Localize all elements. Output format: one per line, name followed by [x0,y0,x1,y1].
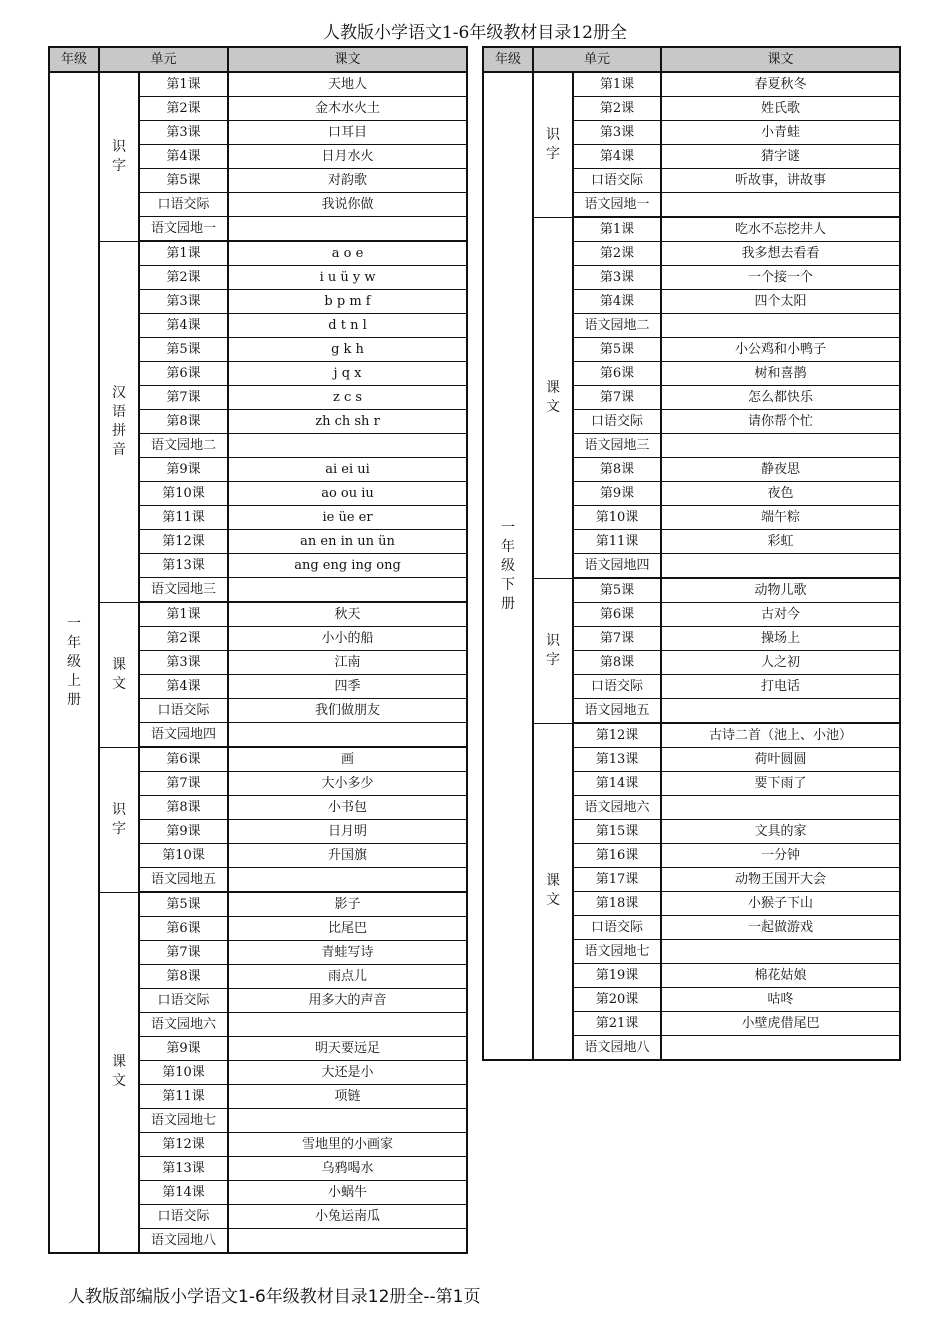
grade-label: 一年级下册 [501,519,515,612]
lesson-number-cell: 第6课 [139,747,228,772]
lesson-title-cell: b p m f [228,290,467,314]
lesson-title-cell: 小青蛙 [661,121,900,145]
lesson-title-cell: ie üe er [228,506,467,530]
lesson-title-cell: 小蜗牛 [228,1181,467,1205]
lesson-title-cell [661,193,900,218]
lesson-number-cell: 第6课 [139,362,228,386]
lesson-number-cell: 第8课 [573,651,661,675]
lesson-number-cell: 第8课 [139,410,228,434]
table-grade1-upper [48,46,468,1254]
lesson-title-cell [228,1109,467,1133]
lesson-number-cell: 第10课 [573,506,661,530]
lesson-number-cell: 第13课 [573,748,661,772]
lesson-number-cell: 第3课 [573,266,661,290]
unit-cell [533,217,573,578]
lesson-title-cell: 小小的船 [228,627,467,651]
lesson-title-cell: 口耳目 [228,121,467,145]
lesson-title-cell: 古对今 [661,603,900,627]
lesson-number-cell: 语文园地一 [573,193,661,218]
lesson-number-cell: 第11课 [573,530,661,554]
lesson-number-cell: 第10课 [139,482,228,506]
lesson-title-cell: 静夜思 [661,458,900,482]
unit-label: 课文 [112,656,126,692]
lesson-title-cell [228,868,467,893]
header-lesson: 课文 [228,47,467,72]
lesson-title-cell [228,217,467,242]
lesson-title-cell: 乌鸦喝水 [228,1157,467,1181]
lesson-title-cell [228,723,467,748]
lesson-title-cell: 操场上 [661,627,900,651]
lesson-number-cell: 第9课 [139,458,228,482]
unit-cell [533,723,573,1060]
lesson-title-cell: 动物王国开大会 [661,868,900,892]
grade-cell [49,72,99,1253]
lesson-number-cell: 第1课 [573,72,661,97]
lesson-number-cell: 语文园地六 [573,796,661,820]
lesson-number-cell: 第8课 [139,796,228,820]
lesson-number-cell: 第2课 [573,97,661,121]
lesson-number-cell: 语文园地三 [573,434,661,458]
lesson-title-cell: 雪地里的小画家 [228,1133,467,1157]
lesson-number-cell: 第5课 [139,338,228,362]
table-header-row [483,47,900,72]
lesson-number-cell: 第4课 [139,145,228,169]
lesson-number-cell: 第3课 [139,290,228,314]
table-row [49,72,467,97]
lesson-title-cell: 我们做朋友 [228,699,467,723]
header-grade: 年级 [483,47,533,72]
lesson-title-cell: 动物儿歌 [661,578,900,603]
unit-label: 课文 [546,873,560,909]
lesson-title-cell: 日月明 [228,820,467,844]
lesson-number-cell: 语文园地七 [139,1109,228,1133]
unit-cell [99,602,139,747]
header-grade: 年级 [49,47,99,72]
lesson-title-cell: 我多想去看看 [661,242,900,266]
lesson-number-cell: 第1课 [139,602,228,627]
lesson-number-cell: 语文园地一 [139,217,228,242]
unit-label: 课文 [112,1054,126,1090]
lesson-number-cell: 第12课 [139,530,228,554]
unit-label: 识字 [546,632,560,668]
lesson-number-cell: 第3课 [139,121,228,145]
lesson-title-cell: 我说你做 [228,193,467,217]
lesson-title-cell [661,796,900,820]
lesson-number-cell: 第1课 [139,72,228,97]
lesson-number-cell: 第2课 [573,242,661,266]
lesson-title-cell: d t n l [228,314,467,338]
lesson-number-cell: 第14课 [139,1181,228,1205]
lesson-number-cell: 第6课 [573,603,661,627]
table-row [483,578,900,603]
unit-cell [99,241,139,602]
lesson-number-cell: 第13课 [139,554,228,578]
lesson-number-cell: 第6课 [139,917,228,941]
header-unit: 单元 [99,47,228,72]
lesson-title-cell: 古诗二首（池上、小池） [661,723,900,748]
lesson-number-cell: 第15课 [573,820,661,844]
table-header-row [49,47,467,72]
lesson-title-cell: j q x [228,362,467,386]
lesson-title-cell: 小公鸡和小鸭子 [661,338,900,362]
table-row [483,72,900,97]
lesson-number-cell: 第4课 [139,675,228,699]
lesson-number-cell: 第4课 [573,290,661,314]
lesson-title-cell [661,314,900,338]
lesson-title-cell [228,1229,467,1254]
lesson-title-cell: 小书包 [228,796,467,820]
lesson-title-cell: z c s [228,386,467,410]
lesson-title-cell: an en in un ün [228,530,467,554]
lesson-title-cell: 金木水火土 [228,97,467,121]
page-footer: 人教版部编版小学语文1-6年级教材目录12册全--第1页 [68,1287,481,1307]
lesson-number-cell: 第10课 [139,1061,228,1085]
lesson-title-cell: 秋天 [228,602,467,627]
lesson-title-cell: 人之初 [661,651,900,675]
lesson-number-cell: 第7课 [139,941,228,965]
lesson-number-cell: 第8课 [139,965,228,989]
unit-label: 汉语拼音 [112,384,126,458]
lesson-title-cell: 树和喜鹊 [661,362,900,386]
lesson-title-cell: 一分钟 [661,844,900,868]
lesson-number-cell: 第5课 [139,169,228,193]
lesson-title-cell: 项链 [228,1085,467,1109]
table-grade1-lower [482,46,901,1061]
lesson-title-cell: 青蛙写诗 [228,941,467,965]
table-row [49,602,467,627]
lesson-title-cell: 荷叶圆圆 [661,748,900,772]
header-unit: 单元 [533,47,661,72]
lesson-title-cell: ai ei ui [228,458,467,482]
lesson-number-cell: 第20课 [573,988,661,1012]
lesson-number-cell: 第9课 [139,1037,228,1061]
lesson-number-cell: 口语交际 [139,1205,228,1229]
grade-label: 一年级上册 [67,616,81,708]
lesson-number-cell: 语文园地八 [139,1229,228,1254]
header-lesson: 课文 [661,47,900,72]
lesson-number-cell: 第7课 [573,386,661,410]
lesson-number-cell: 第2课 [139,266,228,290]
lesson-number-cell: 第1课 [139,241,228,266]
lesson-number-cell: 第3课 [139,651,228,675]
lesson-title-cell: zh ch sh r [228,410,467,434]
lesson-number-cell: 第8课 [573,458,661,482]
lesson-number-cell: 第7课 [139,772,228,796]
lesson-number-cell: 第1课 [573,217,661,242]
lesson-number-cell: 第12课 [139,1133,228,1157]
table-row [483,217,900,242]
unit-label: 识字 [112,138,126,174]
lesson-title-cell: 大还是小 [228,1061,467,1085]
lesson-title-cell: g k h [228,338,467,362]
lesson-title-cell [661,699,900,724]
lesson-title-cell: 用多大的声音 [228,989,467,1013]
lesson-title-cell [228,578,467,603]
lesson-title-cell: 一起做游戏 [661,916,900,940]
unit-label: 识字 [112,801,126,837]
lesson-title-cell: 四个太阳 [661,290,900,314]
lesson-number-cell: 语文园地八 [573,1036,661,1061]
lesson-title-cell: 四季 [228,675,467,699]
lesson-title-cell: 听故事，讲故事 [661,169,900,193]
lesson-title-cell: 怎么都快乐 [661,386,900,410]
lesson-number-cell: 语文园地二 [573,314,661,338]
lesson-title-cell: ang eng ing ong [228,554,467,578]
unit-label: 识字 [546,126,560,162]
lesson-number-cell: 第5课 [573,338,661,362]
lesson-title-cell: 日月水火 [228,145,467,169]
lesson-number-cell: 第12课 [573,723,661,748]
lesson-title-cell: ao ou iu [228,482,467,506]
lesson-title-cell [661,434,900,458]
lesson-title-cell: 雨点儿 [228,965,467,989]
lesson-title-cell: 吃水不忘挖井人 [661,217,900,242]
unit-cell [533,72,573,217]
lesson-title-cell: 春夏秋冬 [661,72,900,97]
unit-cell [99,747,139,892]
lesson-number-cell: 第5课 [139,892,228,917]
lesson-number-cell: 语文园地二 [139,434,228,458]
lesson-number-cell: 第6课 [573,362,661,386]
lesson-number-cell: 第11课 [139,1085,228,1109]
lesson-number-cell: 语文园地六 [139,1013,228,1037]
lesson-number-cell: 第5课 [573,578,661,603]
grade-cell [483,72,533,1060]
lesson-title-cell [228,434,467,458]
unit-cell [99,72,139,241]
lesson-title-cell: i u ü y w [228,266,467,290]
lesson-title-cell: 明天要远足 [228,1037,467,1061]
lesson-title-cell: 文具的家 [661,820,900,844]
lesson-title-cell: 画 [228,747,467,772]
lesson-title-cell [661,554,900,579]
lesson-title-cell: 对韵歌 [228,169,467,193]
lesson-number-cell: 第17课 [573,868,661,892]
lesson-number-cell: 第13课 [139,1157,228,1181]
lesson-title-cell: 彩虹 [661,530,900,554]
lesson-number-cell: 第11课 [139,506,228,530]
lesson-number-cell: 第16课 [573,844,661,868]
table-row [49,747,467,772]
lesson-title-cell: a o e [228,241,467,266]
lesson-title-cell: 端午粽 [661,506,900,530]
lesson-title-cell: 一个接一个 [661,266,900,290]
lesson-number-cell: 第4课 [139,314,228,338]
lesson-title-cell: 小猴子下山 [661,892,900,916]
lesson-number-cell: 口语交际 [573,410,661,434]
table-row [483,723,900,748]
lesson-title-cell: 升国旗 [228,844,467,868]
lesson-number-cell: 第10课 [139,844,228,868]
lesson-title-cell: 打电话 [661,675,900,699]
lesson-title-cell [228,1013,467,1037]
lesson-number-cell: 口语交际 [573,675,661,699]
lesson-number-cell: 第2课 [139,97,228,121]
lesson-number-cell: 第9课 [139,820,228,844]
lesson-title-cell [661,940,900,964]
lesson-number-cell: 第7课 [573,627,661,651]
lesson-title-cell: 棉花姑娘 [661,964,900,988]
lesson-number-cell: 第21课 [573,1012,661,1036]
lesson-title-cell: 姓氏歌 [661,97,900,121]
lesson-number-cell: 口语交际 [139,989,228,1013]
table-row [49,241,467,266]
lesson-title-cell: 请你帮个忙 [661,410,900,434]
table-row [49,892,467,917]
lesson-number-cell: 第2课 [139,627,228,651]
lesson-number-cell: 第7课 [139,386,228,410]
lesson-number-cell: 第9课 [573,482,661,506]
lesson-number-cell: 语文园地五 [139,868,228,893]
lesson-title-cell [661,1036,900,1061]
lesson-number-cell: 语文园地三 [139,578,228,603]
lesson-number-cell: 口语交际 [573,169,661,193]
unit-label: 课文 [546,379,560,415]
unit-cell [533,578,573,723]
unit-cell [99,892,139,1253]
lesson-title-cell: 夜色 [661,482,900,506]
lesson-number-cell: 语文园地四 [139,723,228,748]
lesson-title-cell: 天地人 [228,72,467,97]
lesson-title-cell: 咕咚 [661,988,900,1012]
lesson-number-cell: 第14课 [573,772,661,796]
lesson-title-cell: 小兔运南瓜 [228,1205,467,1229]
lesson-title-cell: 比尾巴 [228,917,467,941]
lesson-number-cell: 口语交际 [139,193,228,217]
lesson-title-cell: 猜字谜 [661,145,900,169]
lesson-number-cell: 语文园地七 [573,940,661,964]
lesson-title-cell: 要下雨了 [661,772,900,796]
lesson-number-cell: 语文园地五 [573,699,661,724]
lesson-title-cell: 小壁虎借尾巴 [661,1012,900,1036]
lesson-number-cell: 口语交际 [573,916,661,940]
lesson-number-cell: 第19课 [573,964,661,988]
lesson-title-cell: 影子 [228,892,467,917]
lesson-number-cell: 语文园地四 [573,554,661,579]
lesson-number-cell: 第18课 [573,892,661,916]
lesson-number-cell: 第4课 [573,145,661,169]
lesson-title-cell: 大小多少 [228,772,467,796]
lesson-number-cell: 口语交际 [139,699,228,723]
lesson-title-cell: 江南 [228,651,467,675]
lesson-number-cell: 第3课 [573,121,661,145]
document-title: 人教版小学语文1-6年级教材目录12册全 [322,23,627,43]
